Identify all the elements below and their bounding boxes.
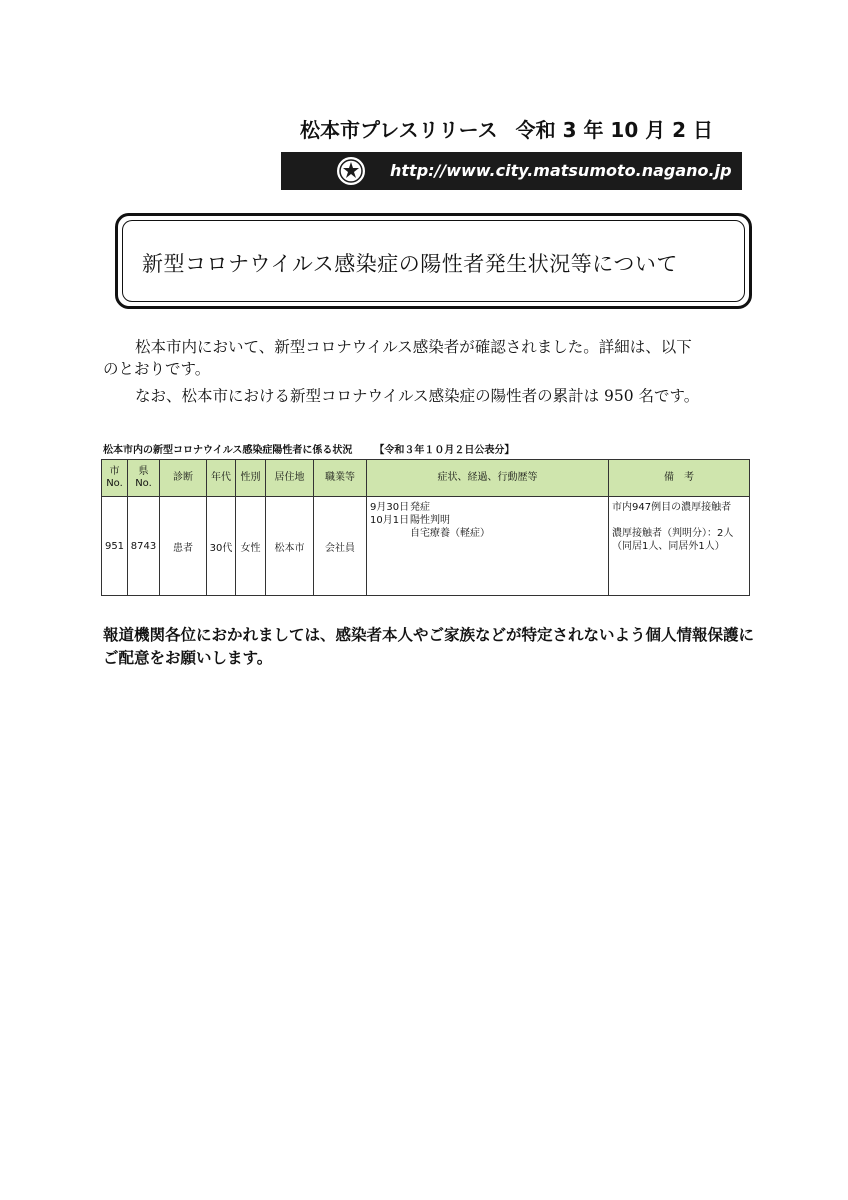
release-date: 令和 3 年 10 月 2 日 xyxy=(515,118,714,142)
course-entry: 10月1日陽性判明 xyxy=(370,515,450,526)
header-sex: 性別 xyxy=(236,460,266,497)
header-course: 症状、経過、行動歴等 xyxy=(367,460,609,497)
header-pref-no: 県 No. xyxy=(128,460,160,497)
press-release-title: 松本市プレスリリース xyxy=(300,118,498,142)
header-age: 年代 xyxy=(207,460,236,497)
header-diagnosis: 診断 xyxy=(160,460,207,497)
cell-diagnosis: 患者 xyxy=(160,497,207,596)
body-paragraph-2: なお、松本市における新型コロナウイルス感染症の陽性者の累計は 950 名です。 xyxy=(135,387,700,405)
header-city-no: 市 No. xyxy=(102,460,128,497)
privacy-notice: 報道機関各位におかれましては、感染者本人やご家族などが特定されないよう個人情報保護にご配意をお願いします。 xyxy=(103,626,755,667)
note-line: 濃厚接触者（判明分）：2人 xyxy=(612,528,734,539)
city-emblem-icon xyxy=(335,155,367,187)
cell-city-no: 951 xyxy=(102,497,128,596)
cell-pref-no: 8743 xyxy=(128,497,160,596)
press-release-header xyxy=(300,114,740,143)
title-box xyxy=(115,213,752,309)
table-header-row xyxy=(102,460,750,497)
note-line: （同居1人、同居外1人） xyxy=(612,541,725,552)
city-website-link[interactable]: http://www.city.matsumoto.nagano.jp xyxy=(390,161,732,180)
note-line: 市内947例目の濃厚接触者 xyxy=(612,502,732,513)
cell-occupation: 会社員 xyxy=(314,497,367,596)
cell-sex: 女性 xyxy=(236,497,266,596)
table-caption-title: 松本市内の新型コロナウイルス感染症陽性者に係る状況 xyxy=(103,445,353,456)
course-entry: 自宅療養（軽症） xyxy=(410,528,490,539)
body-paragraph-1-continued: のとおりです。 xyxy=(103,360,211,378)
cell-course xyxy=(367,497,609,596)
table-caption xyxy=(103,441,514,456)
document-title: 新型コロナウイルス感染症の陽性者発生状況等について xyxy=(142,252,678,276)
table-caption-date: 【令和３年１０月２日公表分】 xyxy=(374,445,515,456)
header-residence: 居住地 xyxy=(266,460,314,497)
header-notes: 備 考 xyxy=(609,460,750,497)
cell-notes xyxy=(609,497,750,596)
cell-residence: 松本市 xyxy=(266,497,314,596)
body-paragraph-1: 松本市内において、新型コロナウイルス感染者が確認されました。詳細は、以下 xyxy=(135,338,692,356)
positive-cases-table xyxy=(101,459,750,596)
course-entry: 9月30日発症 xyxy=(370,502,430,513)
cell-age: 30代 xyxy=(207,497,236,596)
header-occupation: 職業等 xyxy=(314,460,367,497)
table-row xyxy=(102,497,750,596)
